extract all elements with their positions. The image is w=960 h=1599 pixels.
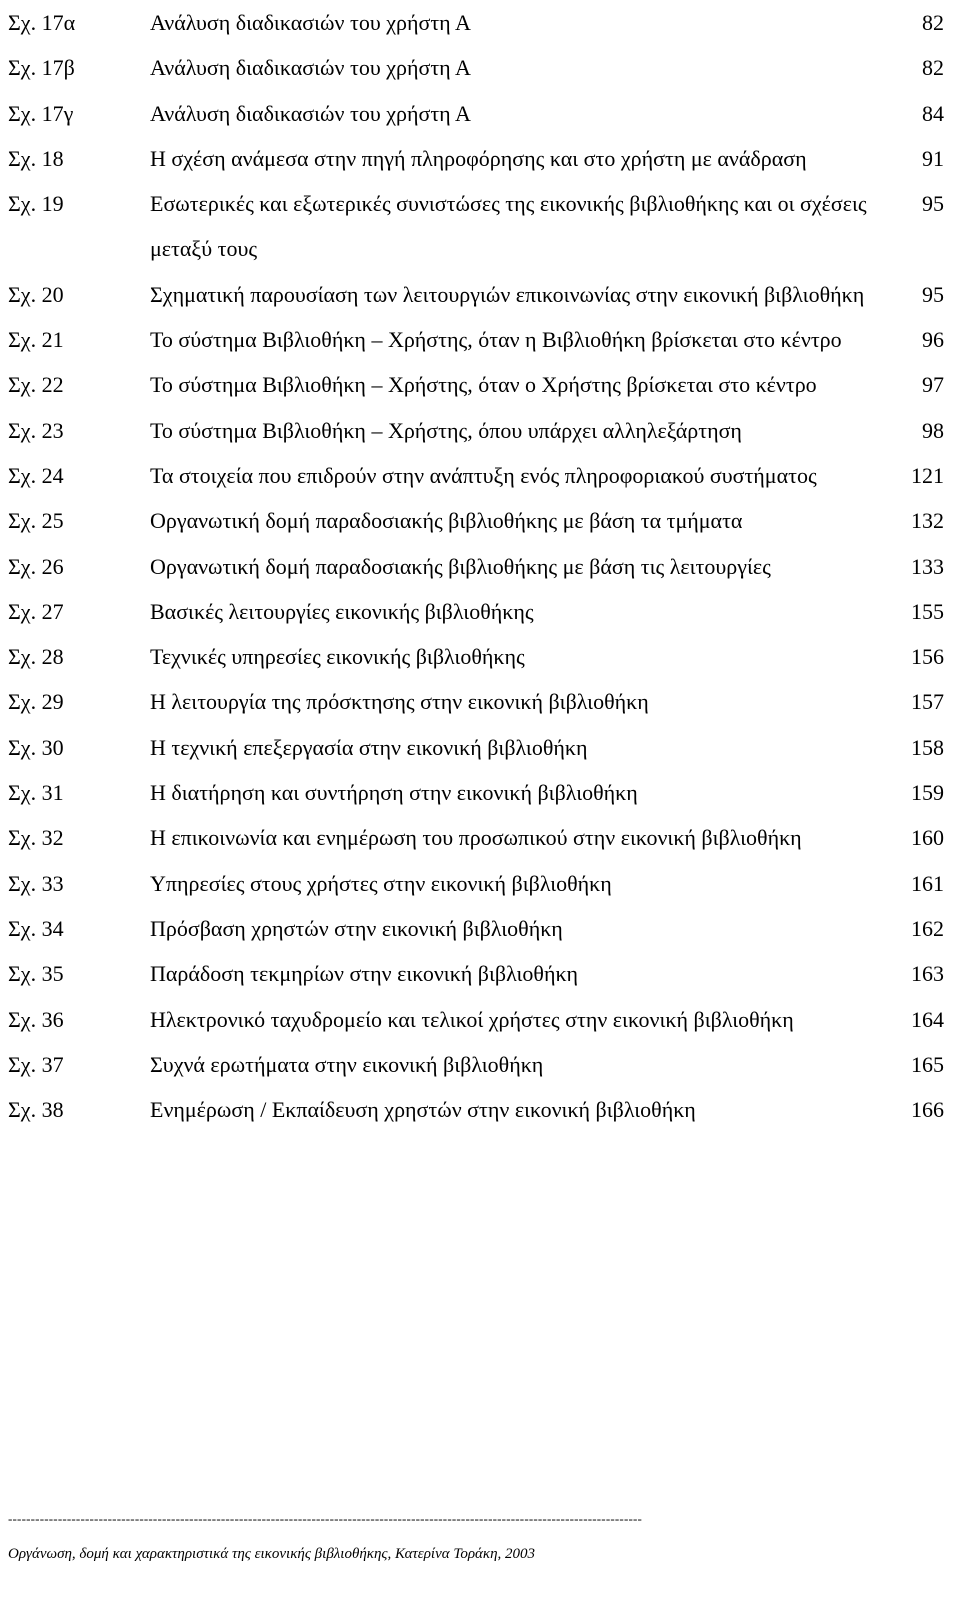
figure-page-number: 133	[911, 553, 944, 579]
figure-page-number: 132	[911, 508, 944, 534]
figure-entry	[8, 362, 944, 407]
footer-divider: --------------------------------------------------------------------------------------------------------------------------------------------	[8, 1511, 643, 1526]
figure-title: Συχνά ερωτήματα στην εικονική βιβλιοθήκη	[150, 1051, 544, 1077]
figure-entry	[8, 272, 944, 317]
figure-title: Ανάλυση διαδικασιών του χρήστη Α	[150, 100, 471, 126]
figure-page-number: 91	[922, 145, 944, 171]
figure-label: Σχ. 32	[8, 825, 64, 851]
figure-label: Σχ. 17β	[8, 55, 75, 81]
figure-page-number: 84	[922, 100, 944, 126]
figure-label: Σχ. 19	[8, 191, 64, 217]
figure-label: Σχ. 25	[8, 508, 64, 534]
figure-entry	[8, 544, 944, 589]
figure-label: Σχ. 37	[8, 1051, 64, 1077]
figure-title: Ανάλυση διαδικασιών του χρήστη Α	[150, 55, 471, 81]
figure-title: Το σύστημα Βιβλιοθήκη – Χρήστης, όταν η Βιβλιοθήκη βρίσκεται στο κέντρο	[150, 327, 842, 353]
figure-label: Σχ. 20	[8, 281, 64, 307]
figure-label: Σχ. 29	[8, 689, 64, 715]
figure-page-number: 159	[911, 780, 944, 806]
figure-entry	[8, 861, 944, 906]
figure-page-number: 121	[911, 462, 944, 488]
figure-page-number: 96	[922, 327, 944, 353]
figure-page-number: 166	[911, 1097, 944, 1123]
figure-label: Σχ. 18	[8, 145, 64, 171]
figure-page-number: 157	[911, 689, 944, 715]
figure-title: Το σύστημα Βιβλιοθήκη – Χρήστης, όταν ο Χρήστης βρίσκεται στο κέντρο	[150, 372, 817, 398]
figure-entry	[8, 91, 944, 136]
figure-entry	[8, 815, 944, 860]
figure-label: Σχ. 27	[8, 598, 64, 624]
figure-entry	[8, 634, 944, 679]
figure-label: Σχ. 36	[8, 1006, 64, 1032]
figure-title: Η επικοινωνία και ενημέρωση του προσωπικού στην εικονική βιβλιοθήκη	[150, 825, 802, 851]
figure-list	[8, 0, 944, 1132]
figure-title: Ανάλυση διαδικασιών του χρήστη Α	[150, 10, 471, 35]
figure-entry	[8, 45, 944, 90]
figure-page-number: 164	[911, 1006, 944, 1032]
figure-page-number: 162	[911, 915, 944, 941]
figure-title: Πρόσβαση χρηστών στην εικονική βιβλιοθήκη	[150, 915, 563, 941]
figure-entry	[8, 498, 944, 543]
figure-label: Σχ. 17γ	[8, 100, 74, 126]
figure-title: Η τεχνική επεξεργασία στην εικονική βιβλιοθήκη	[150, 734, 588, 760]
figure-entry	[8, 589, 944, 634]
figure-title: Ηλεκτρονικό ταχυδρομείο και τελικοί χρήστες στην εικονική βιβλιοθήκη	[150, 1006, 794, 1032]
figure-page-number: 95	[922, 281, 944, 307]
figure-page-number: 95	[922, 191, 944, 217]
figure-page-number: 156	[911, 644, 944, 670]
figure-title: Τεχνικές υπηρεσίες εικονικής βιβλιοθήκης	[150, 644, 525, 670]
figure-title: Ενημέρωση / Εκπαίδευση χρηστών στην εικονική βιβλιοθήκη	[150, 1097, 696, 1123]
figure-entry	[8, 997, 944, 1042]
figure-page-number: 163	[911, 961, 944, 987]
figure-label: Σχ. 38	[8, 1097, 64, 1123]
figure-label: Σχ. 23	[8, 417, 64, 443]
figure-title: Η λειτουργία της πρόσκτησης στην εικονική βιβλιοθήκη	[150, 689, 649, 715]
figure-page-number: 165	[911, 1051, 944, 1077]
figure-title: Τα στοιχεία που επιδρούν στην ανάπτυξη ενός πληροφοριακού συστήματος	[150, 462, 817, 488]
figure-label: Σχ. 33	[8, 870, 64, 896]
figure-page-number: 82	[922, 10, 944, 35]
figure-title: Βασικές λειτουργίες εικονικής βιβλιοθήκης	[150, 598, 534, 624]
figure-title: Οργανωτική δομή παραδοσιακής βιβλιοθήκης με βάση τα τμήματα	[150, 508, 743, 534]
figure-entry	[8, 317, 944, 362]
figure-page-number: 160	[911, 825, 944, 851]
figure-label: Σχ. 30	[8, 734, 64, 760]
footer-citation: Οργάνωση, δομή και χαρακτηριστικά της εικονικής βιβλιοθήκης, Κατερίνα Τοράκη, 2003	[8, 1546, 536, 1562]
figure-label: Σχ. 35	[8, 961, 64, 987]
figure-entry	[8, 906, 944, 951]
figure-title: Παράδοση τεκμηρίων στην εικονική βιβλιοθήκη	[150, 961, 579, 987]
figure-label: Σχ. 24	[8, 462, 64, 488]
figure-entry	[8, 408, 944, 453]
figure-entry	[8, 0, 944, 45]
figure-entry	[8, 1042, 944, 1087]
figure-label: Σχ. 26	[8, 553, 64, 579]
figure-entry	[8, 679, 944, 724]
figure-page-number: 82	[922, 55, 944, 81]
figure-title: Εσωτερικές και εξωτερικές συνιστώσες της εικονικής βιβλιοθήκης και οι σχέσεις μεταξύ τους	[150, 191, 867, 262]
figure-title: Το σύστημα Βιβλιοθήκη – Χρήστης, όπου υπάρχει αλληλεξάρτηση	[150, 417, 742, 443]
figure-title: Υπηρεσίες στους χρήστες στην εικονική βιβλιοθήκη	[150, 870, 612, 896]
figure-page-number: 98	[922, 417, 944, 443]
figure-page-number: 161	[911, 870, 944, 896]
figure-entry	[8, 181, 944, 272]
figure-title: Η διατήρηση και συντήρηση στην εικονική βιβλιοθήκη	[150, 780, 638, 806]
figure-title: Οργανωτική δομή παραδοσιακής βιβλιοθήκης με βάση τις λειτουργίες	[150, 553, 771, 579]
figure-label: Σχ. 34	[8, 915, 64, 941]
figure-page-number: 158	[911, 734, 944, 760]
figure-entry	[8, 725, 944, 770]
figure-label: Σχ. 28	[8, 644, 64, 670]
figure-entry	[8, 951, 944, 996]
figure-label: Σχ. 22	[8, 372, 64, 398]
figure-title: Σχηματική παρουσίαση των λειτουργιών επικοινωνίας στην εικονική βιβλιοθήκη	[150, 281, 865, 307]
figure-entry	[8, 453, 944, 498]
figure-page-number: 97	[922, 372, 944, 398]
figure-title: Η σχέση ανάμεσα στην πηγή πληροφόρησης και στο χρήστη με ανάδραση	[150, 145, 807, 171]
figure-label: Σχ. 31	[8, 780, 64, 806]
figure-entry	[8, 136, 944, 181]
figure-entry	[8, 770, 944, 815]
figure-entry	[8, 1087, 944, 1132]
figure-label: Σχ. 21	[8, 327, 64, 353]
figure-page-number: 155	[911, 598, 944, 624]
figure-label: Σχ. 17α	[8, 10, 76, 35]
